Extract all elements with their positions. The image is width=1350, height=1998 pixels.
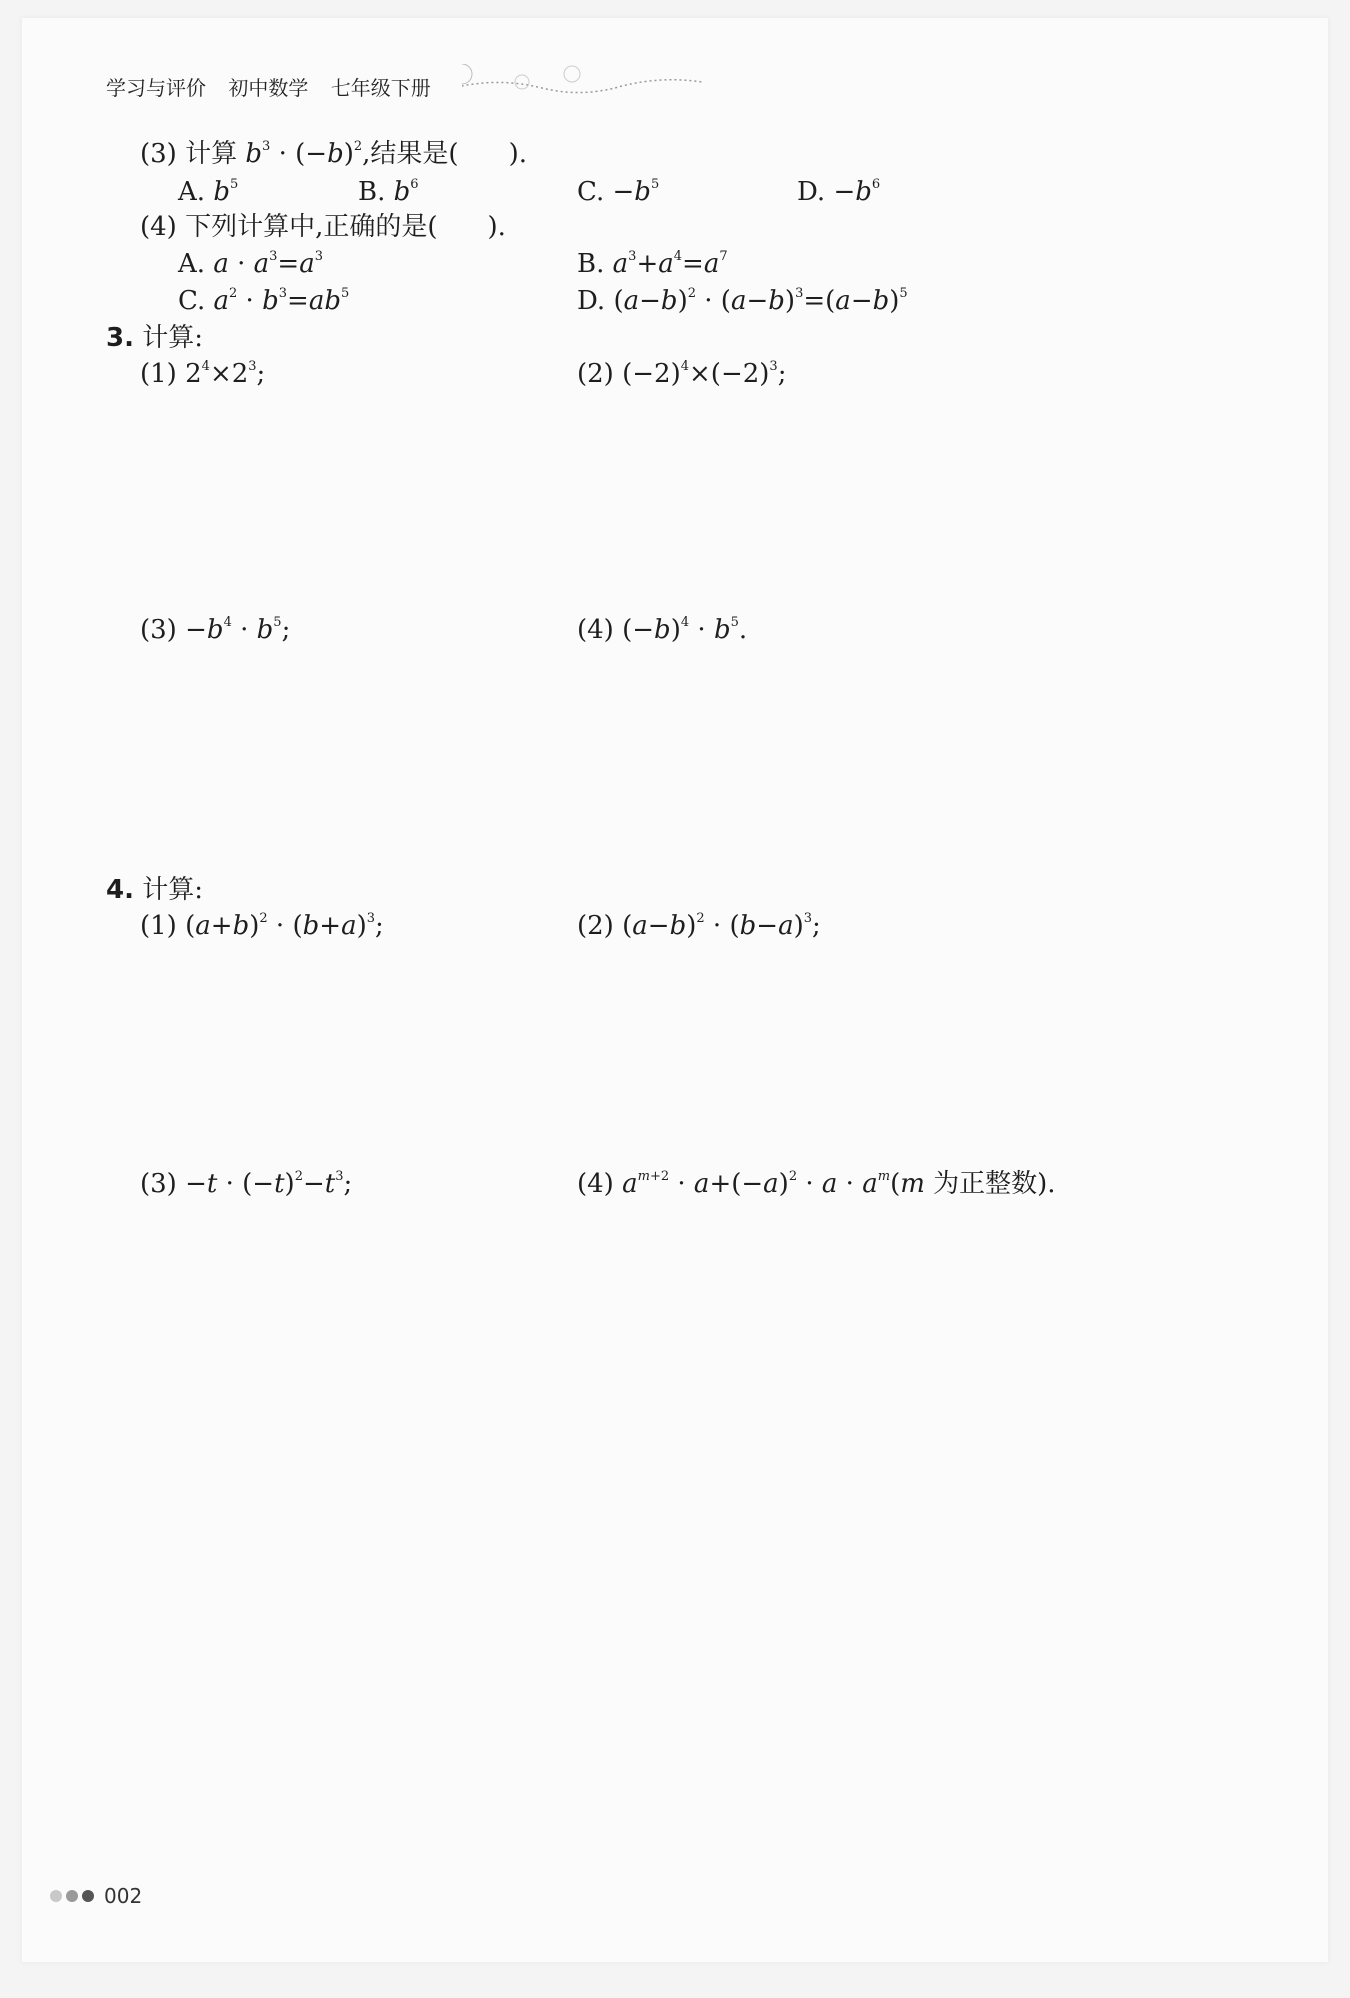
q2-3-option-c[interactable]: C. $-b^5$ [577, 177, 660, 207]
q2-4-option-b[interactable]: B. $a^3+a^4=a^7$ [577, 249, 728, 279]
q4-4: (4) $a^{m+2} \cdot a+(-a)^2 \cdot a \cdot a^m(m$ 为正整数). [577, 1169, 1056, 1199]
footer-dot-mid [66, 1890, 78, 1902]
footer-dot-dark [82, 1890, 94, 1902]
page-footer [50, 1884, 142, 1908]
q3-4: (4) $(-b)^4 \cdot b^5$. [577, 615, 748, 645]
q2-4-stem: (4) 下列计算中,正确的是( ). [140, 212, 506, 242]
running-header [106, 74, 447, 102]
q3-3: $(3) -b^4 \cdot b^5$; [140, 615, 291, 645]
header-book-title: 学习与评价 [106, 76, 206, 100]
header-grade: 七年级下册 [330, 76, 431, 100]
q2-3-option-b[interactable]: B. $b^6$ [358, 177, 419, 207]
q2-3-option-d[interactable]: D. $-b^6$ [797, 177, 881, 207]
q2-3-option-a[interactable]: A. $b^5$ [178, 177, 239, 207]
q2-3-stem: (3) 计算 $b^3 \cdot (-b)^2$,结果是( ). [140, 139, 527, 169]
header-decoration [462, 64, 722, 104]
q3-2: (2) $(-2)^4\times(-2)^3$; [577, 359, 787, 389]
q3-1: (1) $2^4\times 2^3$; [140, 359, 266, 389]
q3-heading: 3. 计算: [106, 323, 203, 353]
q4-3: $(3) -t \cdot (-t)^2-t^3$; [140, 1169, 353, 1199]
q2-3-expression: $b^3 \cdot (-b)^2$ [245, 139, 363, 169]
q2-4-option-a[interactable]: A. $a \cdot a^3=a^3$ [178, 249, 324, 279]
q4-4-note: 为正整数 [933, 1169, 1038, 1199]
q4-heading: 4. 计算: [106, 875, 203, 905]
q2-4-option-d[interactable]: D. $(a-b)^2 \cdot (a-b)^3=(a-b)^5$ [577, 286, 908, 316]
page-number: 002 [104, 1884, 143, 1908]
q4-2: (2) $(a-b)^2 \cdot (b-a)^3$; [577, 911, 821, 941]
q2-4-option-c[interactable]: C. $a^2 \cdot b^3=ab^5$ [178, 286, 350, 316]
header-subject: 初中数学 [228, 76, 309, 100]
workbook-page [22, 18, 1328, 1962]
footer-dot-light [50, 1890, 62, 1902]
q4-1: (1) $(a+b)^2 \cdot (b+a)^3$; [140, 911, 384, 941]
